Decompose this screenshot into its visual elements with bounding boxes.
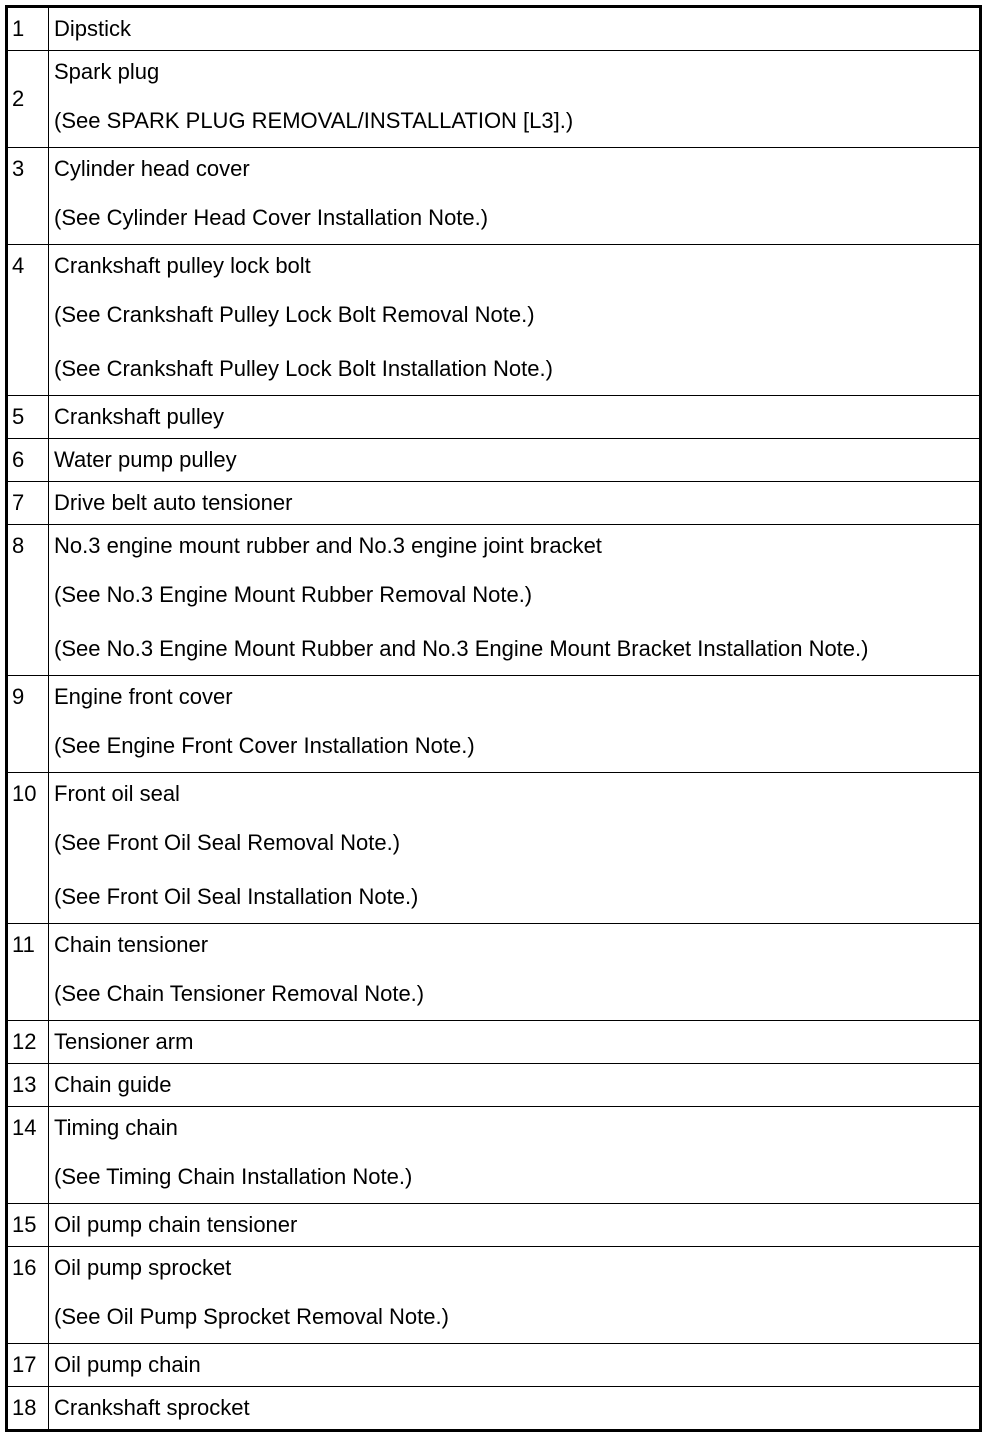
item-number bbox=[7, 924, 49, 1021]
reference-note: (See Front Oil Seal Installation Note.) bbox=[54, 884, 419, 909]
item-number bbox=[7, 396, 49, 439]
table-row bbox=[7, 1107, 981, 1204]
part-name: Crankshaft pulley lock bolt bbox=[54, 253, 311, 278]
reference-note: (See Timing Chain Installation Note.) bbox=[54, 1164, 413, 1189]
item-number-text: 11 bbox=[12, 932, 35, 957]
item-number-text: 18 bbox=[12, 1395, 37, 1420]
item-number-text: 12 bbox=[12, 1029, 37, 1054]
item-number bbox=[7, 676, 49, 773]
part-name: Cylinder head cover bbox=[54, 156, 250, 181]
item-description bbox=[49, 676, 981, 773]
part-name: Spark plug bbox=[54, 59, 160, 84]
item-number bbox=[7, 1387, 49, 1431]
item-description bbox=[49, 1064, 981, 1107]
item-number-text: 16 bbox=[12, 1255, 37, 1280]
item-description bbox=[49, 773, 981, 924]
parts-table-body bbox=[7, 7, 981, 1431]
reference-note: (See Engine Front Cover Installation Note.) bbox=[54, 733, 475, 758]
item-number bbox=[7, 7, 49, 51]
reference-note: (See Chain Tensioner Removal Note.) bbox=[54, 981, 425, 1006]
item-number bbox=[7, 773, 49, 924]
part-name: Engine front cover bbox=[54, 684, 233, 709]
part-name: Oil pump sprocket bbox=[54, 1255, 232, 1280]
item-description bbox=[49, 1344, 981, 1387]
item-description bbox=[49, 1204, 981, 1247]
part-name: Oil pump chain bbox=[54, 1352, 201, 1377]
part-name: Front oil seal bbox=[54, 781, 180, 806]
item-description bbox=[49, 439, 981, 482]
item-number-text: 15 bbox=[12, 1212, 37, 1237]
table-row bbox=[7, 676, 981, 773]
item-description bbox=[49, 1387, 981, 1431]
item-description bbox=[49, 51, 981, 148]
reference-note: (See No.3 Engine Mount Rubber Removal Note.) bbox=[54, 582, 533, 607]
part-name: Crankshaft pulley bbox=[54, 404, 224, 429]
part-name: Chain tensioner bbox=[54, 932, 209, 957]
item-number bbox=[7, 1107, 49, 1204]
table-row bbox=[7, 1021, 981, 1064]
parts-table bbox=[5, 5, 982, 1432]
item-number bbox=[7, 439, 49, 482]
item-number bbox=[7, 1344, 49, 1387]
item-description bbox=[49, 7, 981, 51]
item-number bbox=[7, 1247, 49, 1344]
table-row bbox=[7, 773, 981, 924]
item-number-text: 5 bbox=[12, 404, 25, 429]
table-row bbox=[7, 51, 981, 148]
table-row bbox=[7, 1204, 981, 1247]
reference-note: (See SPARK PLUG REMOVAL/INSTALLATION [L3].) bbox=[54, 108, 574, 133]
item-number bbox=[7, 1064, 49, 1107]
table-row bbox=[7, 7, 981, 51]
table-row bbox=[7, 482, 981, 525]
item-number-text: 7 bbox=[12, 490, 25, 515]
item-description bbox=[49, 525, 981, 676]
item-number-text: 6 bbox=[12, 447, 25, 472]
part-name: Timing chain bbox=[54, 1115, 178, 1140]
table-row bbox=[7, 439, 981, 482]
item-number-text: 8 bbox=[12, 533, 25, 558]
table-row bbox=[7, 1247, 981, 1344]
item-number bbox=[7, 1204, 49, 1247]
reference-note: (See Cylinder Head Cover Installation Note.) bbox=[54, 205, 489, 230]
part-name: Drive belt auto tensioner bbox=[54, 490, 293, 515]
item-number-text: 2 bbox=[12, 86, 25, 111]
item-number bbox=[7, 51, 49, 148]
item-number-text: 10 bbox=[12, 781, 37, 806]
item-description bbox=[49, 245, 981, 396]
part-name: Tensioner arm bbox=[54, 1029, 194, 1054]
item-number bbox=[7, 245, 49, 396]
item-number bbox=[7, 525, 49, 676]
item-number-text: 3 bbox=[12, 156, 25, 181]
reference-note: (See Crankshaft Pulley Lock Bolt Removal Note.) bbox=[54, 302, 535, 327]
table-row bbox=[7, 396, 981, 439]
item-description bbox=[49, 924, 981, 1021]
part-name: Crankshaft sprocket bbox=[54, 1395, 250, 1420]
item-number-text: 1 bbox=[12, 16, 25, 41]
table-row bbox=[7, 148, 981, 245]
part-name: Oil pump chain tensioner bbox=[54, 1212, 298, 1237]
item-number-text: 13 bbox=[12, 1072, 37, 1097]
table-row bbox=[7, 1387, 981, 1431]
item-description bbox=[49, 396, 981, 439]
table-row bbox=[7, 525, 981, 676]
item-number-text: 9 bbox=[12, 684, 25, 709]
part-name: Dipstick bbox=[54, 16, 132, 41]
table-row bbox=[7, 1344, 981, 1387]
item-number bbox=[7, 482, 49, 525]
item-number bbox=[7, 148, 49, 245]
reference-note: (See Front Oil Seal Removal Note.) bbox=[54, 830, 401, 855]
table-row bbox=[7, 924, 981, 1021]
item-description bbox=[49, 1107, 981, 1204]
table-row bbox=[7, 1064, 981, 1107]
part-name: Water pump pulley bbox=[54, 447, 237, 472]
reference-note: (See Oil Pump Sprocket Removal Note.) bbox=[54, 1304, 449, 1329]
item-description bbox=[49, 1247, 981, 1344]
part-name: No.3 engine mount rubber and No.3 engine joint bracket bbox=[54, 533, 602, 558]
item-number-text: 4 bbox=[12, 253, 25, 278]
item-description bbox=[49, 1021, 981, 1064]
item-number bbox=[7, 1021, 49, 1064]
item-description bbox=[49, 482, 981, 525]
table-row bbox=[7, 245, 981, 396]
item-number-text: 17 bbox=[12, 1352, 37, 1377]
item-number-text: 14 bbox=[12, 1115, 37, 1140]
part-name: Chain guide bbox=[54, 1072, 172, 1097]
item-description bbox=[49, 148, 981, 245]
reference-note: (See No.3 Engine Mount Rubber and No.3 Engine Mount Bracket Installation Note.) bbox=[54, 636, 869, 661]
reference-note: (See Crankshaft Pulley Lock Bolt Installation Note.) bbox=[54, 356, 553, 381]
